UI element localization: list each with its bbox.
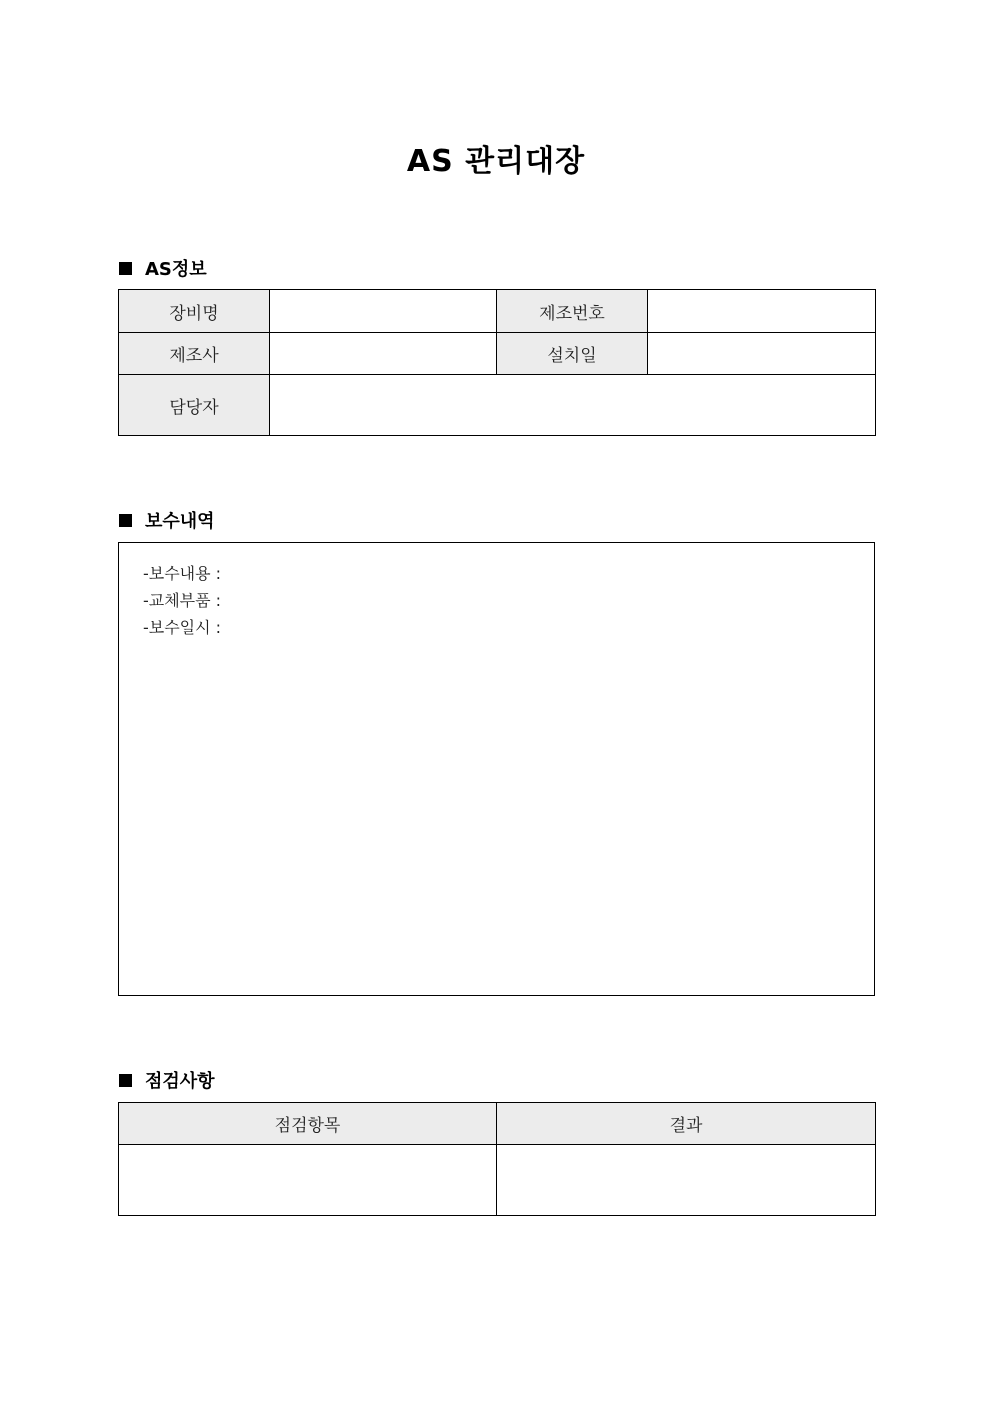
manufacturer-label: 제조사 xyxy=(119,333,270,375)
inspection-item-cell[interactable] xyxy=(119,1145,497,1216)
inspection-result-header: 결과 xyxy=(497,1103,876,1145)
equipment-name-label: 장비명 xyxy=(119,290,270,333)
repair-content-line: -보수내용 : xyxy=(143,564,222,583)
install-date-label: 설치일 xyxy=(497,333,648,375)
equipment-name-field[interactable] xyxy=(270,290,497,333)
inspection-heading-text: 점검사항 xyxy=(145,1071,215,1092)
repair-datetime-line: -보수일시 : xyxy=(143,618,222,637)
as-info-heading-text: AS정보 xyxy=(145,259,207,280)
as-info-heading xyxy=(119,255,207,281)
square-bullet-icon xyxy=(119,1074,132,1087)
repair-history-heading-text: 보수내역 xyxy=(145,511,215,532)
page-title: AS 관리대장 xyxy=(406,144,586,179)
repair-history-box[interactable] xyxy=(118,542,875,996)
repair-history-lines xyxy=(143,563,221,644)
repair-history-heading xyxy=(119,507,215,533)
square-bullet-icon xyxy=(119,514,132,527)
inspection-table xyxy=(118,1102,876,1216)
as-info-table xyxy=(118,289,876,436)
inspection-heading xyxy=(119,1067,215,1093)
person-in-charge-label: 담당자 xyxy=(119,375,270,436)
manufacturer-field[interactable] xyxy=(270,333,497,375)
replaced-parts-line: -교체부품 : xyxy=(143,591,222,610)
square-bullet-icon xyxy=(119,262,132,275)
serial-number-field[interactable] xyxy=(648,290,876,333)
inspection-result-cell[interactable] xyxy=(497,1145,876,1216)
install-date-field[interactable] xyxy=(648,333,876,375)
person-in-charge-field[interactable] xyxy=(270,375,876,436)
serial-number-label: 제조번호 xyxy=(497,290,648,333)
inspection-item-header: 점검항목 xyxy=(119,1103,497,1145)
